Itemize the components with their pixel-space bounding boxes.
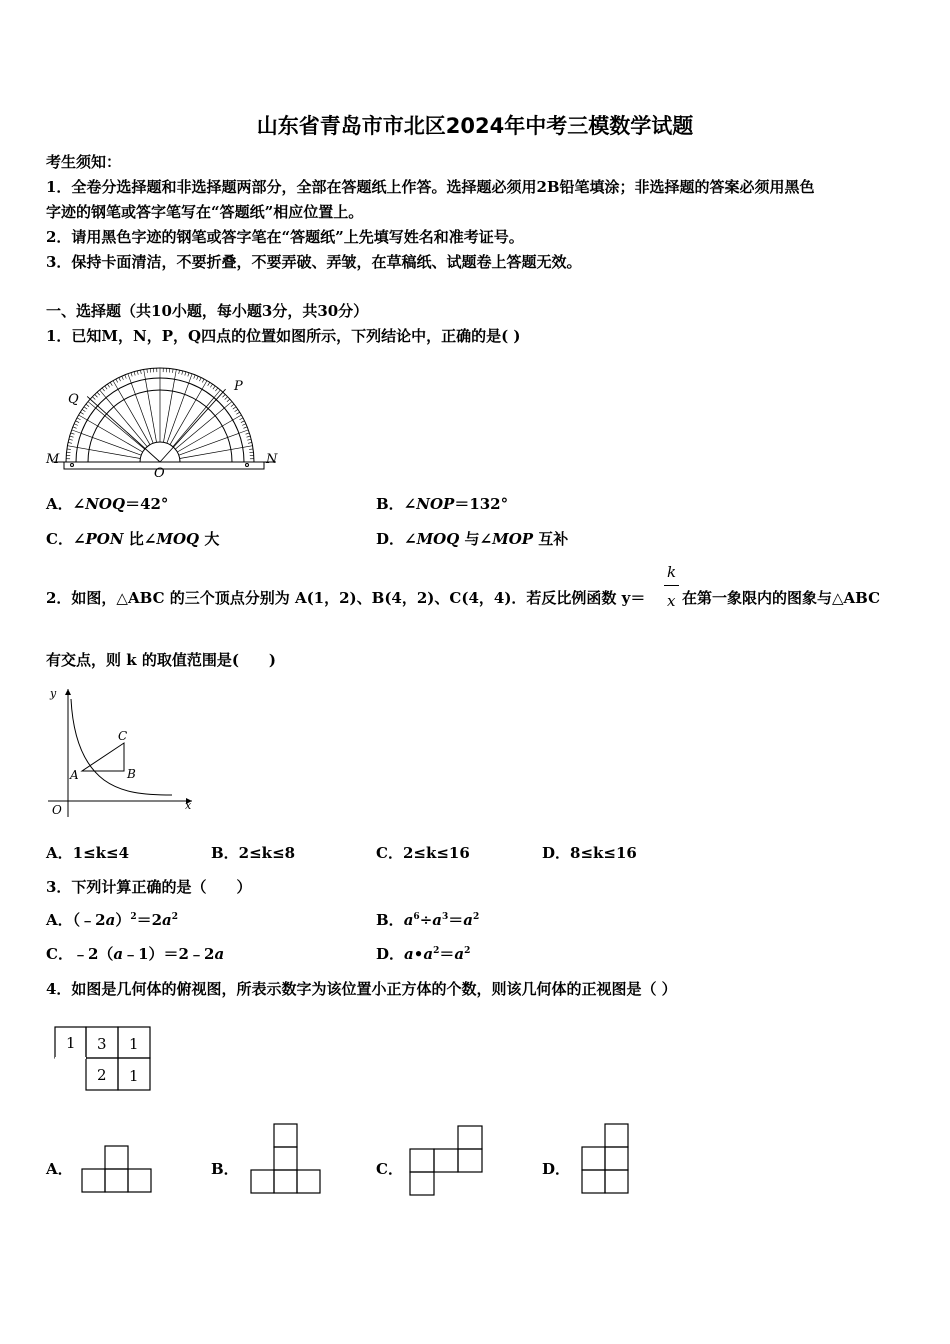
q3-option-a[interactable]: A．$(﹣2a)^2=2a^2$ [46,911,179,929]
q4-option-b-label[interactable]: B． [211,1160,239,1178]
q4-option-a-figure[interactable] [80,1145,155,1195]
q1-option-a[interactable]: A．∠NOQ＝42° [46,495,169,513]
q2-option-d[interactable]: D．8≤k≤16 [542,844,637,862]
q2-option-b[interactable]: B．2≤k≤8 [211,844,296,862]
notice-line-1: 1．全卷分选择题和非选择题两部分，全部在答题纸上作答。选择题必须用2B铅笔填涂；非选择题的答案必须用黑色 [46,178,815,196]
q2-stem-b: 在第一象限内的图象与△ABC [682,589,881,607]
label-x: x [185,799,192,812]
label-A: A [70,768,79,782]
q4-stem: 4．如图是几何体的俯视图，所表示数字为该位置小正方体的个数，则该几何体的正视图是（ ） [46,980,677,998]
q2-frac-den: x [667,592,676,610]
notice-line-3: 3．保持卡面清洁，不要折叠，不要弄破、弄皱，在草稿纸、试题卷上答题无效。 [46,253,582,271]
notice-line-1-cont: 字迹的钢笔或答字笔写在“答题纸”相应位置上。 [46,203,364,221]
label-y: y [50,687,57,700]
q1-option-b[interactable]: B．∠NOP＝132° [376,495,509,513]
grid-cell: 1 [129,1035,139,1053]
label-O: O [52,803,62,817]
q4-option-d-figure[interactable] [580,1122,632,1196]
grid-cell: 2 [97,1066,107,1084]
q2-stem-c: 有交点，则 k 的取值范围是( ) [46,651,277,669]
label-B: B [127,767,136,781]
q3-option-b[interactable]: B．$a^6\div a^3=a^2$ [376,911,480,929]
hyperbola-figure [44,683,199,818]
notice-heading: 考生须知： [46,153,122,171]
q1-stem: 1．已知M，N，P，Q四点的位置如图所示，下列结论中，正确的是( ) [46,327,521,345]
notice-line-2: 2．请用黑色字迹的钢笔或答字笔在“答题纸”上先填写姓名和准考证号。 [46,228,524,246]
q4-option-c-label[interactable]: C． [376,1160,403,1178]
label-P: P [234,379,243,394]
q2-frac-num: k [667,563,677,581]
q2-option-a[interactable]: A．1≤k≤4 [46,844,130,862]
label-M: M [46,452,60,467]
q1-option-d[interactable]: D．∠MOQ 与∠MOP 互补 [376,530,569,548]
page-title: 山东省青岛市市北区2024年中考三模数学试题 [256,114,694,138]
q1-option-c[interactable]: C．∠PON 比∠MOQ 大 [46,530,220,548]
grid-cell: 1 [66,1034,76,1052]
q2-option-c[interactable]: C．2≤k≤16 [376,844,470,862]
top-view-grid [54,1026,154,1092]
q2-stem-a: 2．如图，△ABC 的三个顶点分别为 A(1，2)、B(4，2)、C(4，4)．若反比例函数 y＝ [46,589,646,607]
q4-option-d-label[interactable]: D． [542,1160,571,1178]
protractor-figure [44,360,284,481]
q2-frac-bar [664,585,679,586]
label-N: N [266,452,278,467]
label-O: O [154,466,165,481]
q4-option-c-figure[interactable] [408,1124,486,1198]
grid-cell: 3 [97,1035,107,1053]
grid-cell: 1 [129,1067,139,1085]
q4-option-b-figure[interactable] [249,1122,324,1196]
q3-option-c[interactable]: C．﹣2（a﹣1）＝2﹣2a [46,945,225,963]
section-heading: 一、选择题（共10小题，每小题3分，共30分） [46,302,369,320]
q4-option-a-label[interactable]: A． [46,1160,73,1178]
label-C: C [118,729,128,743]
q3-option-d[interactable]: D．$a•a^2=a^2$ [376,945,471,963]
label-Q: Q [68,392,79,407]
q3-stem: 3．下列计算正确的是（ ） [46,878,252,896]
